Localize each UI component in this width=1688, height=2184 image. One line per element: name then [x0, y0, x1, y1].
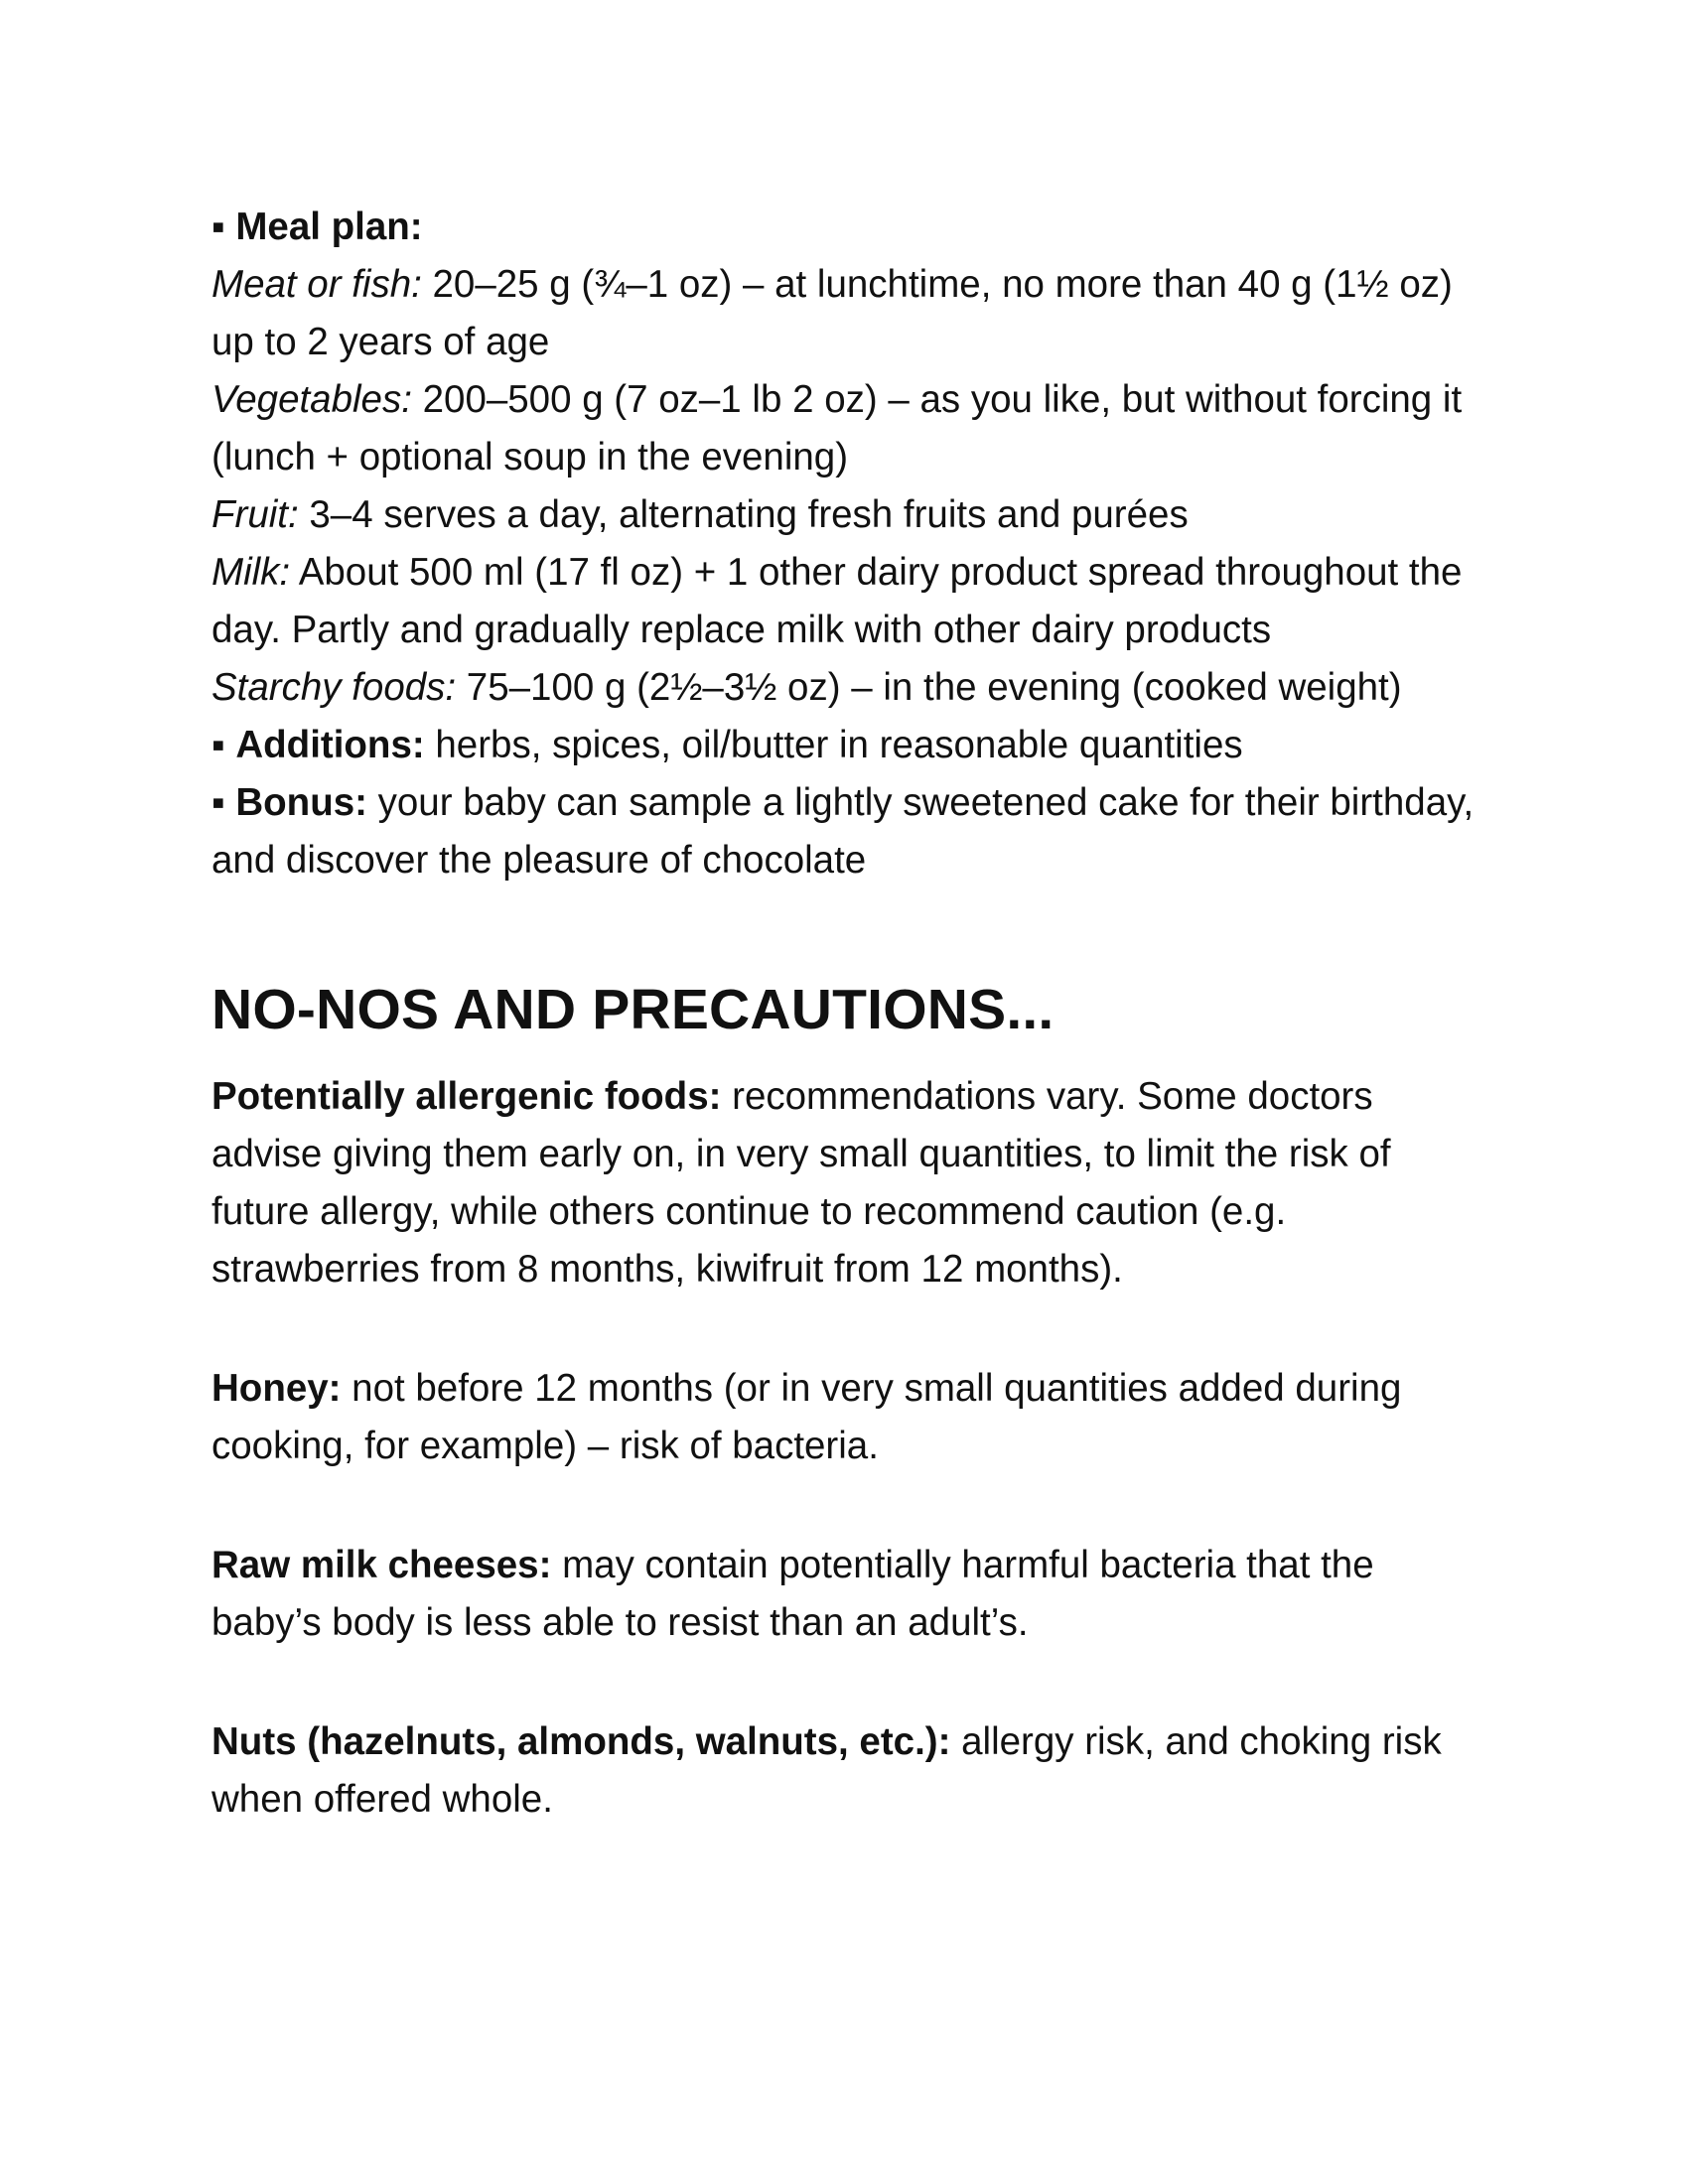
- meal-item-vegetables: [211, 371, 1492, 486]
- bullet-icon: ▪: [211, 724, 225, 766]
- precaution-text: recommendations vary. Some doctors advise giving them early on, in very small quantities, to limit the risk of future allergy, while others continue to recommend caution (e.g. strawberries from 8 months, kiwifruit from 12 months).: [211, 1075, 1391, 1291]
- meal-item-text: 75–100 g (2½–3½ oz) – in the evening (cooked weight): [456, 666, 1402, 709]
- meal-item-text: 200–500 g (7 oz–1 lb 2 oz) – as you like, but without forcing it (lunch + optional soup in the evening): [211, 378, 1463, 478]
- additions-item: [211, 717, 1492, 774]
- precaution-label: Potentially allergenic foods:: [211, 1075, 722, 1118]
- meal-item-text: 3–4 serves a day, alternating fresh fruits and purées: [298, 493, 1189, 536]
- precaution-nuts: [211, 1713, 1492, 1829]
- additions-text: herbs, spices, oil/butter in reasonable quantities: [424, 724, 1243, 766]
- meal-item-label: Meat or fish:: [211, 263, 422, 306]
- meal-item-meat: [211, 256, 1492, 371]
- document-page: [211, 199, 1492, 1829]
- meal-item-milk: [211, 544, 1492, 659]
- precautions-heading: NO-NOS AND PRECAUTIONS...: [211, 978, 1055, 1041]
- meal-item-label: Milk:: [211, 551, 291, 594]
- bonus-text: your baby can sample a lightly sweetened cake for their birthday, and discover the pleasure of chocolate: [211, 781, 1475, 882]
- bonus-label: Bonus:: [235, 781, 367, 824]
- meal-item-text: About 500 ml (17 fl oz) + 1 other dairy product spread throughout the day. Partly and gradually replace milk with other dairy products: [211, 551, 1463, 651]
- precaution-text: not before 12 months (or in very small quantities added during cooking, for example) – risk of bacteria.: [211, 1367, 1402, 1467]
- precaution-label: Raw milk cheeses:: [211, 1544, 552, 1586]
- bullet-icon: ▪: [211, 781, 225, 824]
- meal-plan-heading: [211, 199, 1492, 256]
- precaution-text: allergy risk, and choking risk when offered whole.: [211, 1720, 1442, 1821]
- precaution-text: may contain potentially harmful bacteria that the baby’s body is less able to resist than an adult’s.: [211, 1544, 1374, 1644]
- bullet-icon: ▪: [211, 205, 225, 248]
- meal-item-label: Starchy foods:: [211, 666, 457, 709]
- meal-item-label: Fruit:: [211, 493, 299, 536]
- meal-item-text: 20–25 g (¾–1 oz) – at lunchtime, no more than 40 g (1½ oz) up to 2 years of age: [211, 263, 1453, 363]
- additions-label: Additions:: [235, 724, 425, 766]
- bonus-item: [211, 774, 1492, 889]
- precaution-honey: [211, 1360, 1492, 1475]
- meal-plan-label: Meal plan:: [235, 205, 423, 248]
- precaution-label: Honey:: [211, 1367, 342, 1410]
- precaution-raw-milk-cheeses: [211, 1537, 1492, 1652]
- precaution-allergenic: [211, 1068, 1492, 1298]
- meal-item-label: Vegetables:: [211, 378, 412, 421]
- meal-item-starchy: [211, 659, 1492, 717]
- meal-item-fruit: [211, 486, 1492, 544]
- precaution-label: Nuts (hazelnuts, almonds, walnuts, etc.):: [211, 1720, 951, 1763]
